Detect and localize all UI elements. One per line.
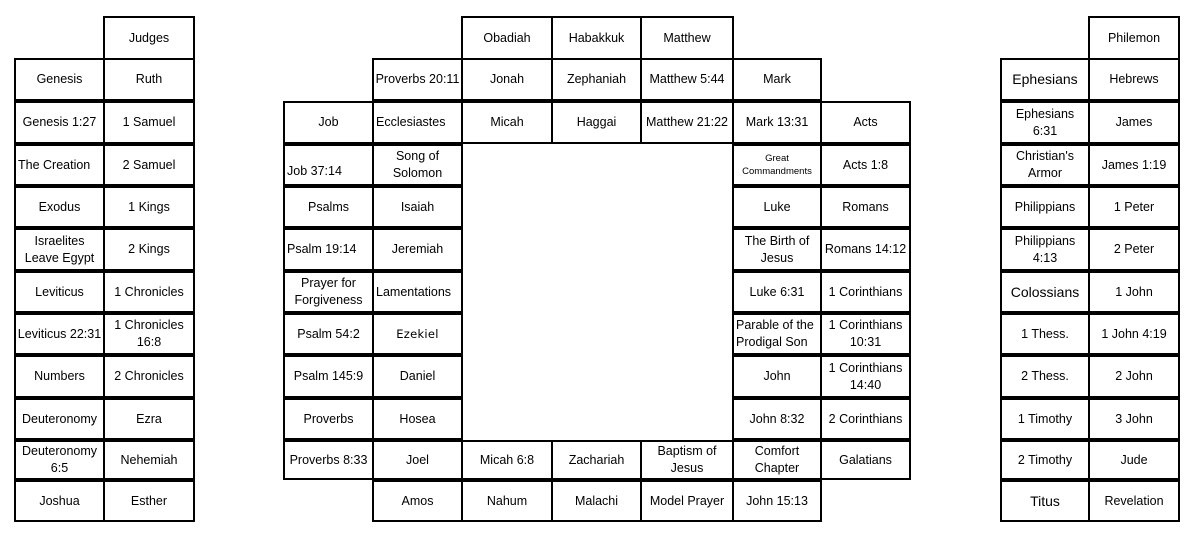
cell-1-corinthians-10-31: 1 Corinthians 10:31: [820, 313, 911, 355]
cell-1-chronicles-16-8: 1 Chronicles 16:8: [103, 313, 195, 355]
cell-joel: Joel: [372, 440, 463, 480]
cell-2-john: 2 John: [1088, 355, 1180, 398]
cell-jude: Jude: [1088, 440, 1180, 480]
cell-titus: Titus: [1000, 480, 1090, 522]
cell-leviticus: Leviticus: [14, 271, 105, 313]
cell-acts-1-8: Acts 1:8: [820, 144, 911, 186]
cell-deuteronomy-6-5: Deuteronomy 6:5: [14, 440, 105, 480]
cell-nehemiah: Nehemiah: [103, 440, 195, 480]
cell-judges: Judges: [103, 16, 195, 60]
cell-2-samuel: 2 Samuel: [103, 144, 195, 186]
cell-joshua: Joshua: [14, 480, 105, 522]
cell-1-corinthians: 1 Corinthians: [820, 271, 911, 313]
cell-2-corinthians: 2 Corinthians: [820, 398, 911, 440]
cell-parable-of-the-prodigal-son: Parable of the Prodigal Son: [732, 313, 822, 355]
cell-proverbs-20-11: Proverbs 20:11: [372, 58, 463, 101]
cell-galatians: Galatians: [820, 440, 911, 480]
cell-jonah: Jonah: [461, 58, 553, 101]
cell-the-creation: The Creation: [14, 144, 105, 186]
cell-matthew: Matthew: [640, 16, 734, 60]
cell-numbers: Numbers: [14, 355, 105, 398]
cell-matthew-5-44: Matthew 5:44: [640, 58, 734, 101]
cell-isaiah: Isaiah: [372, 186, 463, 228]
cell-daniel: Daniel: [372, 355, 463, 398]
cell-habakkuk: Habakkuk: [551, 16, 642, 60]
cell-leviticus-22-31: Leviticus 22:31: [14, 313, 105, 355]
cell-hosea: Hosea: [372, 398, 463, 440]
cell-2-chronicles: 2 Chronicles: [103, 355, 195, 398]
cell-james: James: [1088, 101, 1180, 144]
cell-christians-armor: Christian's Armor: [1000, 144, 1090, 186]
cell-james-1-19: James 1:19: [1088, 144, 1180, 186]
cell-2-timothy: 2 Timothy: [1000, 440, 1090, 480]
cell-the-birth-of-jesus: The Birth of Jesus: [732, 228, 822, 271]
cell-comfort-chapter: Comfort Chapter: [732, 440, 822, 480]
cell-haggai: Haggai: [551, 101, 642, 144]
cell-1-corinthians-14-40: 1 Corinthians 14:40: [820, 355, 911, 398]
cell-israelites-leave-egypt: Israelites Leave Egypt: [14, 228, 105, 271]
cell-lamentations: Lamentations: [372, 271, 463, 313]
cell-philippians-4-13: Philippians 4:13: [1000, 228, 1090, 271]
cell-mark-13-31: Mark 13:31: [732, 101, 822, 144]
cell-john-8-32: John 8:32: [732, 398, 822, 440]
cell-malachi: Malachi: [551, 480, 642, 522]
cell-ezra: Ezra: [103, 398, 195, 440]
cell-john: John: [732, 355, 822, 398]
cell-1-timothy: 1 Timothy: [1000, 398, 1090, 440]
cell-nahum: Nahum: [461, 480, 553, 522]
cell-psalms: Psalms: [283, 186, 374, 228]
cell-exodus: Exodus: [14, 186, 105, 228]
cell-genesis: Genesis: [14, 58, 105, 101]
cell-acts: Acts: [820, 101, 911, 144]
cell-hebrews: Hebrews: [1088, 58, 1180, 101]
cell-micah: Micah: [461, 101, 553, 144]
cell-ezekiel: Ezekiel: [372, 313, 463, 355]
cell-ephesians-6-31: Ephesians 6:31: [1000, 101, 1090, 144]
cell-micah-6-8: Micah 6:8: [461, 440, 553, 480]
cell-romans: Romans: [820, 186, 911, 228]
cell-proverbs: Proverbs: [283, 398, 374, 440]
cell-2-thess: 2 Thess.: [1000, 355, 1090, 398]
cell-ecclesiastes: Ecclesiastes: [372, 101, 463, 144]
cell-1-peter: 1 Peter: [1088, 186, 1180, 228]
cell-colossians: Colossians: [1000, 271, 1090, 313]
cell-obadiah: Obadiah: [461, 16, 553, 60]
cell-matthew-21-22: Matthew 21:22: [640, 101, 734, 144]
cell-prayer-for-forgiveness: Prayer for Forgiveness: [283, 271, 374, 313]
cell-luke: Luke: [732, 186, 822, 228]
cell-1-john: 1 John: [1088, 271, 1180, 313]
cell-great-commandments: Great Commandments: [732, 144, 822, 186]
cell-job-37-14: Job 37:14: [283, 144, 374, 186]
cell-psalm-145-9: Psalm 145:9: [283, 355, 374, 398]
cell-2-kings: 2 Kings: [103, 228, 195, 271]
cell-revelation: Revelation: [1088, 480, 1180, 522]
cell-mark: Mark: [732, 58, 822, 101]
cell-esther: Esther: [103, 480, 195, 522]
cell-model-prayer: Model Prayer: [640, 480, 734, 522]
cell-baptism-of-jesus: Baptism of Jesus: [640, 440, 734, 480]
cell-1-kings: 1 Kings: [103, 186, 195, 228]
cell-psalm-54-2: Psalm 54:2: [283, 313, 374, 355]
cell-ruth: Ruth: [103, 58, 195, 101]
cell-philemon: Philemon: [1088, 16, 1180, 60]
cell-genesis-1-27: Genesis 1:27: [14, 101, 105, 144]
cell-3-john: 3 John: [1088, 398, 1180, 440]
cell-song-of-solomon: Song of Solomon: [372, 144, 463, 186]
cell-jeremiah: Jeremiah: [372, 228, 463, 271]
cell-luke-6-31: Luke 6:31: [732, 271, 822, 313]
cell-romans-14-12: Romans 14:12: [820, 228, 911, 271]
cell-philippians: Philippians: [1000, 186, 1090, 228]
cell-deuteronomy: Deuteronomy: [14, 398, 105, 440]
cell-zachariah: Zachariah: [551, 440, 642, 480]
cell-john-15-13: John 15:13: [732, 480, 822, 522]
cell-1-chronicles: 1 Chronicles: [103, 271, 195, 313]
cell-proverbs-8-33: Proverbs 8:33: [283, 440, 374, 480]
cell-job: Job: [283, 101, 374, 144]
cell-ephesians: Ephesians: [1000, 58, 1090, 101]
cell-1-john-4-19: 1 John 4:19: [1088, 313, 1180, 355]
cell-1-samuel: 1 Samuel: [103, 101, 195, 144]
cell-1-thess: 1 Thess.: [1000, 313, 1090, 355]
cell-zephaniah: Zephaniah: [551, 58, 642, 101]
cell-amos: Amos: [372, 480, 463, 522]
cell-psalm-19-14: Psalm 19:14: [283, 228, 374, 271]
cell-2-peter: 2 Peter: [1088, 228, 1180, 271]
